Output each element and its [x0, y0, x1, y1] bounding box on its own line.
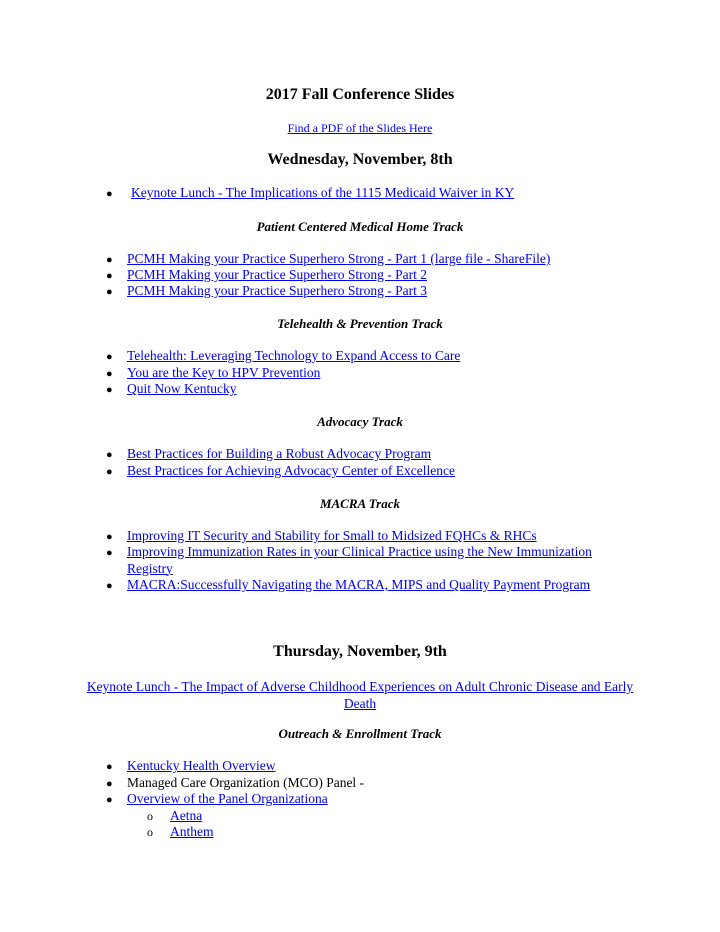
track-heading-outreach: Outreach & Enrollment Track — [278, 726, 442, 741]
bullet: ● — [106, 286, 113, 298]
sub-bullet: o — [147, 809, 153, 823]
macra-link[interactable]: MACRA:Successfully Navigating the MACRA, MIPS and Quality Payment Program — [127, 577, 591, 592]
bullet: ● — [106, 778, 113, 790]
bullet: ● — [106, 531, 113, 543]
wednesday-keynote-link[interactable]: Keynote Lunch - The Implications of the 1115 Medicaid Waiver in KY — [131, 185, 515, 200]
pcmh-part2-link[interactable]: PCMH Making your Practice Superhero Strong - Part 2 — [127, 267, 427, 282]
bullet: ● — [106, 368, 113, 380]
panel-overview-link[interactable]: Overview of the Panel Organizationa — [127, 791, 328, 806]
advocacy-center-link[interactable]: Best Practices for Achieving Advocacy Center of Excellence — [127, 463, 456, 478]
pcmh-part3-link[interactable]: PCMH Making your Practice Superhero Strong - Part 3 — [127, 283, 427, 298]
track-heading-telehealth: Telehealth & Prevention Track — [277, 316, 443, 331]
bullet: ● — [106, 547, 113, 559]
immunization-link[interactable]: Improving Immunization Rates in your Clinical Practice using the New Immunization Registry — [127, 544, 592, 576]
quit-now-link[interactable]: Quit Now Kentucky — [127, 381, 237, 396]
track-heading-pcmh: Patient Centered Medical Home Track — [256, 219, 464, 234]
it-security-link[interactable]: Improving IT Security and Stability for Small to Midsized FQHCs & RHCs — [127, 528, 537, 543]
bullet: ● — [106, 270, 113, 282]
pdf-link-container — [0, 121, 720, 136]
bullet: ● — [106, 188, 113, 200]
kentucky-health-link[interactable]: Kentucky Health Overview — [127, 758, 276, 773]
track-heading-macra: MACRA Track — [319, 496, 401, 511]
mco-panel-text: Managed Care Organization (MCO) Panel - — [127, 775, 365, 790]
page-title: 2017 Fall Conference Slides — [265, 86, 455, 103]
bullet: ● — [106, 449, 113, 461]
wednesday-heading: Wednesday, November, 8th — [267, 151, 453, 168]
track-heading-advocacy: Advocacy Track — [317, 414, 403, 429]
bullet: ● — [106, 351, 113, 363]
telehealth-link[interactable]: Telehealth: Leveraging Technology to Expand Access to Care — [127, 348, 461, 363]
thursday-keynote-link[interactable]: Keynote Lunch - The Impact of Adverse Childhood Experiences on Adult Chronic Disease and Early Death — [86, 679, 634, 711]
bullet: ● — [106, 580, 113, 592]
sub-bullet: o — [147, 825, 153, 839]
bullet: ● — [106, 794, 113, 806]
bullet: ● — [106, 466, 113, 478]
hpv-prevention-link[interactable]: You are the Key to HPV Prevention — [127, 365, 321, 380]
pcmh-part1-link[interactable]: PCMH Making your Practice Superhero Strong - Part 1 (large file - ShareFile) — [127, 251, 551, 266]
thursday-heading: Thursday, November, 9th — [273, 643, 447, 660]
bullet: ● — [106, 761, 113, 773]
bullet: ● — [106, 254, 113, 266]
anthem-link[interactable]: Anthem — [170, 824, 214, 839]
bullet: ● — [106, 384, 113, 396]
advocacy-program-link[interactable]: Best Practices for Building a Robust Advocacy Program — [127, 446, 432, 461]
aetna-link[interactable]: Aetna — [170, 808, 203, 823]
pdf-link[interactable]: Find a PDF of the Slides Here — [287, 121, 433, 135]
